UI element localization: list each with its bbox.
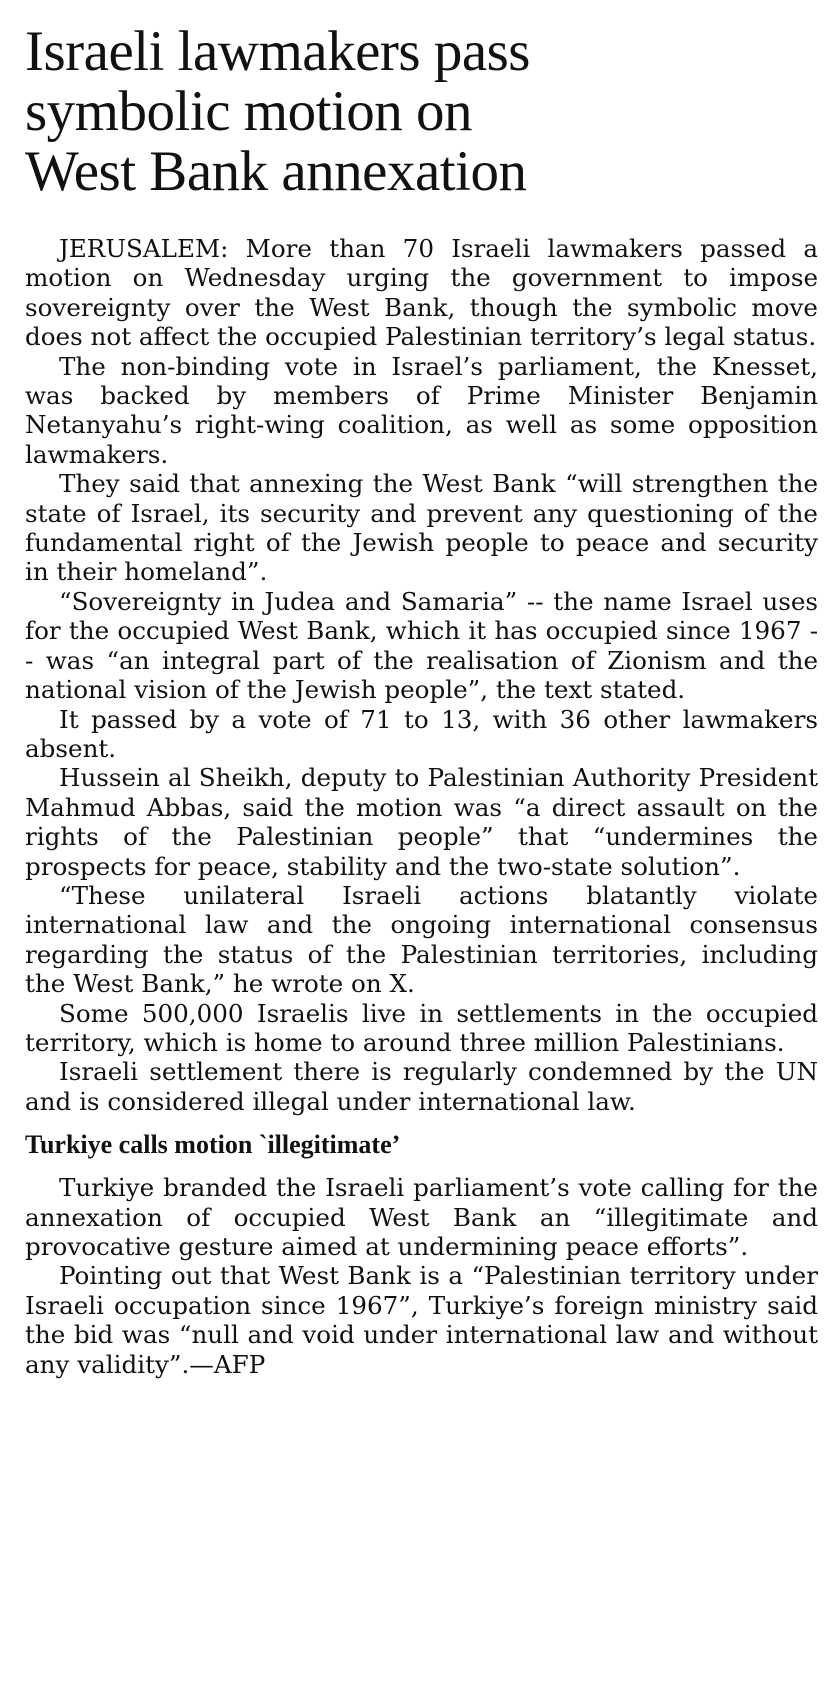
body-paragraph: “Sovereignty in Judea and Samaria” -- the name Israel uses for the occupied West Bank, which it has occupied since 1967 -- was “an integral part of the realisation of Zionism and the national vision of the Jewish people”, the text stated. [25,586,818,705]
subsection-body [25,1173,818,1379]
body-paragraph: Turkiye branded the Israeli parliament’s vote calling for the annexation of occupied West Bank an “illegitimate and provocative gesture aimed at undermining peace efforts”. [25,1173,818,1261]
headline-line: Israeli lawmakers pass [25,20,530,83]
body-paragraph: Pointing out that West Bank is a “Palestinian territory under Israeli occupation since 1967”, Turkiye’s foreign ministry said the bid was “null and void under international law and without any validity”.—AFP [25,1261,818,1379]
article-body [25,234,818,1116]
headline-line: symbolic motion on [25,80,472,143]
body-paragraph: Israeli settlement there is regularly condemned by the UN and is considered illegal under international law. [25,1057,818,1116]
body-paragraph: They said that annexing the West Bank “will strengthen the state of Israel, its security and prevent any questioning of the fundamental right of the Jewish people to peace and security in their homeland”. [25,469,818,587]
headline-line: West Bank annexation [25,140,527,203]
body-paragraph: JERUSALEM: More than 70 Israeli lawmakers passed a motion on Wednesday urging the government to impose sovereignty over the West Bank, though the symbolic move does not affect the occupied Palestinian territory’s legal status. [25,234,818,352]
body-paragraph: It passed by a vote of 71 to 13, with 36 other lawmakers absent. [25,704,818,763]
body-paragraph: Hussein al Sheikh, deputy to Palestinian Authority President Mahmud Abbas, said the motion was “a direct assault on the rights of the Palestinian people” that “undermines the prospects for peace, stability and the two-state solution”. [25,763,818,881]
body-paragraph: The non-binding vote in Israel’s parliament, the Knesset, was backed by members of Prime Minister Benjamin Netanyahu’s right-wing coalition, as well as some opposition lawmakers. [25,351,818,469]
subheading: Turkiye calls motion `illegitimate’ [25,1130,401,1160]
body-paragraph: Some 500,000 Israelis live in settlements in the occupied territory, which is home to around three million Palestinians. [25,998,818,1057]
body-paragraph: “These unilateral Israeli actions blatantly violate international law and the ongoing international consensus regarding the status of the Palestinian territories, including the West Bank,” he wrote on X. [25,880,818,999]
headline [25,22,818,202]
